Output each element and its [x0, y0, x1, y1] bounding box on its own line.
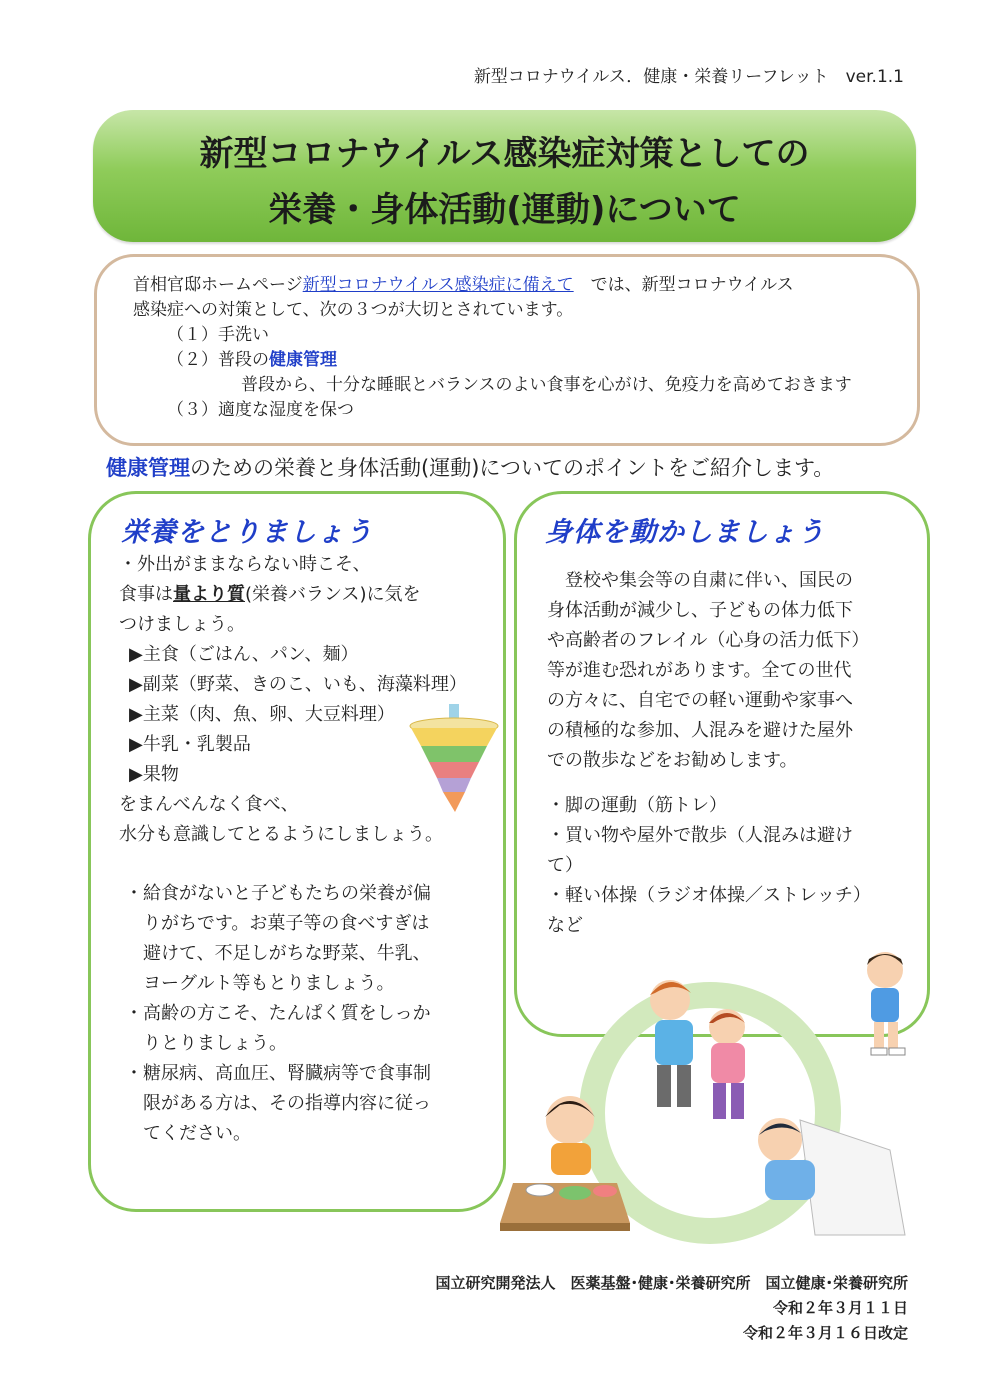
- food-guide-spinning-top-icon: [409, 704, 501, 814]
- activity-line: 等が進む恐れがあります。全ての世代: [547, 660, 852, 681]
- food-group-item: ▶主菜（肉、魚、卵、大豆料理）: [129, 704, 395, 725]
- publisher-org: 国立研究開発法人 医薬基盤･健康･栄養研究所 国立健康･栄養研究所: [435, 1274, 908, 1292]
- leaflet-version-tag: 新型コロナウイルス．健康・栄養リーフレット ver.1.1: [473, 67, 904, 87]
- lead-emphasis: 健康管理: [106, 456, 190, 480]
- food-group-item: ▶牛乳・乳製品: [129, 734, 251, 755]
- activity-paragraph: [547, 566, 919, 776]
- intro-line-2: 感染症への対策として、次の３つが大切とされています。: [133, 300, 574, 320]
- nutrition-line: [119, 580, 499, 610]
- activity-line: の方々に、自宅での軽い運動や家事へ: [547, 690, 853, 711]
- intro-box: [94, 254, 920, 446]
- nutrition-p2-suffix: (栄養バランス)に気を: [245, 584, 421, 605]
- nutrition-bullets: [125, 879, 495, 1149]
- activity-bullet: ・軽い体操（ラジオ体操／ストレッチ）: [547, 885, 871, 906]
- measure-2: [133, 348, 903, 373]
- bullet-line: 限がある方は、その指導内容に従っ: [143, 1093, 431, 1114]
- nutrition-line: 水分も意識してとるようにしましょう。: [119, 824, 443, 845]
- measure-2-emphasis: 健康管理: [269, 350, 337, 370]
- kantei-link[interactable]: 新型コロナウイルス感染症に備えて: [302, 275, 574, 295]
- measure-1: （１）手洗い: [167, 325, 269, 345]
- bullet-line: ・給食がないと子どもたちの栄養が偏: [125, 883, 431, 904]
- bullet-line: ・糖尿病、高血圧、腎臓病等で食事制: [125, 1063, 431, 1084]
- food-group-item: ▶副菜（野菜、きのこ、いも、海藻料理）: [129, 674, 467, 695]
- title-line-1: 新型コロナウイルス感染症対策としての: [199, 134, 810, 174]
- activity-line: や高齢者のフレイル（心身の活力低下）: [547, 630, 870, 651]
- bullet-line: てください。: [143, 1123, 251, 1144]
- nutrition-line: をまんべんなく食べ、: [119, 794, 299, 815]
- nutrition-line: つけましょう。: [119, 614, 245, 635]
- measure-2-note: 普段から、十分な睡眠とバランスのよい食事を心がけ、免疫力を高めておきます: [241, 375, 852, 395]
- nutrition-p2-prefix: 食事は: [119, 584, 173, 605]
- nutrition-box: [88, 491, 506, 1212]
- food-group-item: ▶果物: [129, 764, 179, 785]
- revision-date: 令和２年３月１６日改定: [742, 1324, 908, 1342]
- lead-sentence: [106, 452, 834, 482]
- activity-line: の積極的な参加、人混みを避けた屋外: [547, 720, 853, 741]
- issue-date: 令和２年３月１１日: [772, 1299, 908, 1317]
- title-banner: [93, 110, 916, 242]
- measure-2-prefix: （２）普段の: [167, 350, 269, 370]
- bullet-line: ・高齢の方こそ、たんぱく質をしっか: [125, 1003, 431, 1024]
- bullet-line: ヨーグルト等もとりましょう。: [143, 973, 395, 994]
- family-activity-illustration-icon: [495, 945, 930, 1255]
- activity-bullet: ・買い物や屋外で散歩（人混みは避け: [547, 825, 853, 846]
- activity-line: での散歩などをお勧めします。: [547, 750, 798, 771]
- activity-bullet: など: [547, 915, 583, 936]
- activity-bullet: ・脚の運動（筋トレ）: [547, 795, 727, 816]
- bullet-line: りがちです。お菓子等の食べすぎは: [143, 913, 430, 934]
- activity-title: 身体を動かしましょう: [545, 517, 825, 548]
- title-line-2: 栄養・身体活動(運動)について: [268, 190, 741, 230]
- running-boy-icon: [867, 952, 905, 1055]
- activity-line: 登校や集会等の自粛に伴い、国民の: [547, 570, 853, 591]
- quality-over-quantity: 量より質: [173, 584, 245, 605]
- activity-bullets: [547, 791, 919, 941]
- bullet-line: りとりましょう。: [143, 1033, 287, 1054]
- food-group-item: ▶主食（ごはん、パン、麺）: [129, 644, 359, 665]
- activity-line: 身体活動が減少し、子どもの体力低下: [547, 600, 853, 621]
- intro-suffix: では、新型コロナウイルス: [573, 275, 794, 295]
- lead-rest: のための栄養と身体活動(運動)についてのポイントをご紹介します。: [190, 456, 835, 480]
- activity-bullet: て）: [547, 855, 583, 876]
- footer: [435, 1271, 908, 1346]
- nutrition-title: 栄養をとりましょう: [121, 517, 373, 548]
- intro-line-1: [133, 273, 903, 298]
- measure-3: （３）適度な湿度を保つ: [167, 400, 354, 420]
- bullet-line: 避けて、不足しがちな野菜、牛乳、: [143, 943, 431, 964]
- intro-prefix: 首相官邸ホームページ: [133, 275, 303, 295]
- nutrition-line: ・外出がままならない時こそ、: [119, 554, 371, 575]
